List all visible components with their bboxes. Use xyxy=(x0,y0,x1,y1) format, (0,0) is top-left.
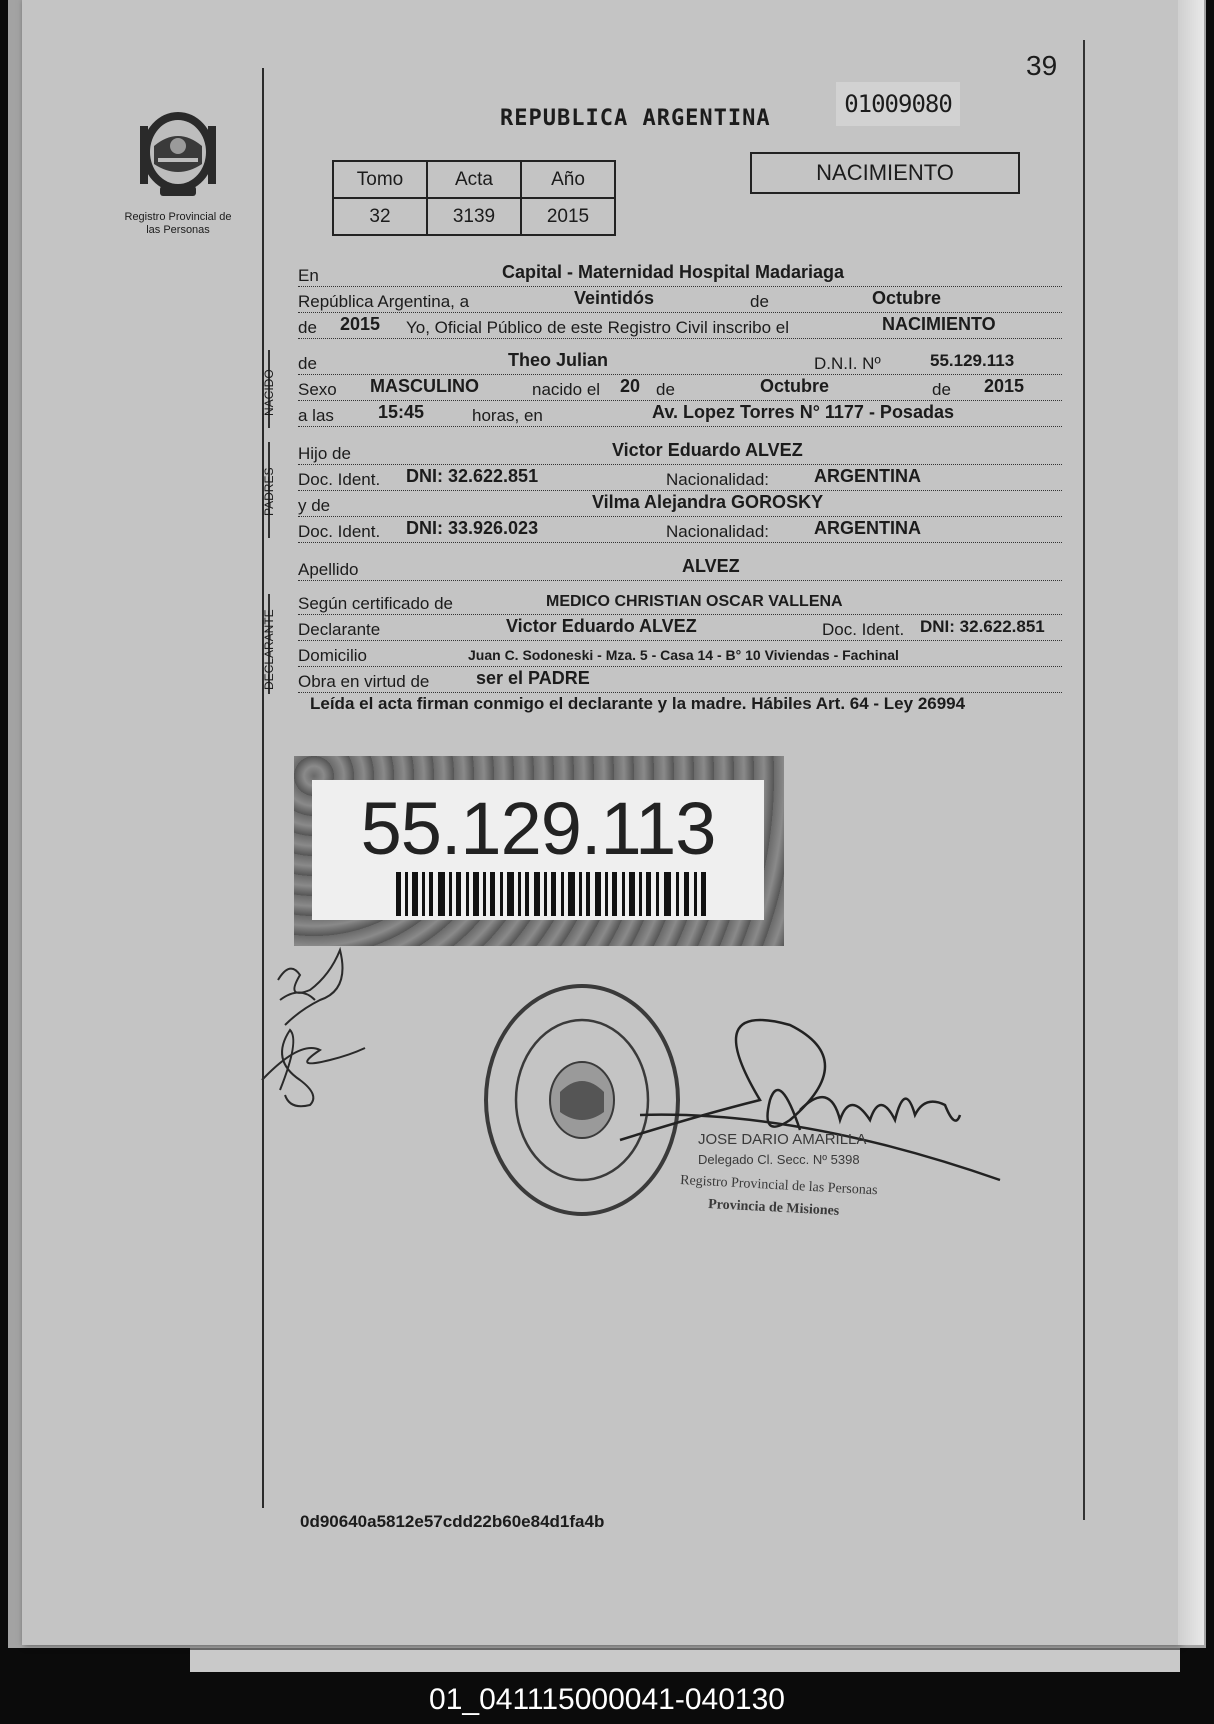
birth-address-value: Av. Lopez Torres N° 1177 - Posadas xyxy=(652,402,954,422)
sexo-value: MASCULINO xyxy=(370,376,479,396)
declarante-row-domicilio xyxy=(298,642,1062,667)
mother-nat-value: ARGENTINA xyxy=(814,518,921,538)
document-hash: 0d90640a5812e57cdd22b60e84d1fa4b xyxy=(300,1512,605,1531)
page-number: 39 xyxy=(1026,50,1058,81)
intro-row-date xyxy=(298,288,1062,313)
birth-de2-label: de xyxy=(932,380,951,399)
record-type-box: NACIMIENTO xyxy=(750,152,1020,194)
day-value: Veintidós xyxy=(574,288,655,308)
apellido-row xyxy=(298,556,1062,581)
mother-name-value: Vilma Alejandra GOROSKY xyxy=(592,492,824,512)
nacido-el-label: nacido el xyxy=(532,380,601,399)
birth-de1-label: de xyxy=(656,380,675,399)
hour-value: 15:45 xyxy=(378,402,425,422)
declarante-label: Declarante xyxy=(298,620,381,639)
page-edge xyxy=(1178,0,1204,1645)
nacido-row-birth xyxy=(298,376,1062,401)
father-name-value: Victor Eduardo ALVEZ xyxy=(612,440,803,460)
apellido-value: ALVEZ xyxy=(682,556,740,576)
official-province: Provincia de Misiones xyxy=(707,1197,840,1219)
horas-en-label: horas, en xyxy=(472,406,543,425)
nacido-row-name xyxy=(298,350,1062,375)
declarante-row-name xyxy=(298,616,1062,641)
father-nat-label: Nacionalidad: xyxy=(666,470,770,489)
nacido-section-label: NACIDO xyxy=(262,369,276,416)
logo-caption: Registro Provincial de las Personas xyxy=(124,211,232,236)
acta-value: 3139 xyxy=(427,198,521,235)
padres-row-father xyxy=(298,440,1062,465)
declarante-row-obra xyxy=(298,668,1062,693)
padres-row-father-doc xyxy=(298,466,1062,491)
tomo-header: Tomo xyxy=(333,161,427,198)
child-name-value: Theo Julian xyxy=(508,350,609,370)
left-margin-rule xyxy=(262,68,264,1508)
act-value: NACIMIENTO xyxy=(882,314,996,334)
apellido-label: Apellido xyxy=(298,560,359,579)
father-nat-value: ARGENTINA xyxy=(814,466,921,486)
mother-nat-label: Nacionalidad: xyxy=(666,522,770,541)
padres-row-mother xyxy=(298,492,1062,517)
year-value: 2015 xyxy=(340,314,381,334)
child-dni-value: 55.129.113 xyxy=(930,351,1015,370)
right-margin-rule xyxy=(1083,40,1085,1520)
y-de-label: y de xyxy=(298,496,331,515)
birth-month-value: Octubre xyxy=(760,376,830,396)
yo-oficial-label: Yo, Oficial Público de este Registro Civil inscribo el xyxy=(406,318,789,337)
father-doc-value: DNI: 32.622.851 xyxy=(406,466,539,486)
dni-label: D.N.I. Nº xyxy=(814,354,881,373)
closing-note: Leída el acta firman conmigo el declarante y la madre. Hábiles Art. 64 - Ley 26994 xyxy=(310,694,966,713)
official-name: JOSE DARIO AMARILLA xyxy=(698,1131,867,1148)
intro-row-place xyxy=(298,262,1062,287)
republica-label: República Argentina, a xyxy=(298,292,470,311)
underlying-page-strip xyxy=(190,1648,1180,1672)
mother-doc-value: DNI: 33.926.023 xyxy=(406,518,539,538)
misiones-seal-icon xyxy=(128,106,228,202)
declarante-value: Victor Eduardo ALVEZ xyxy=(506,616,697,636)
birth-day-value: 20 xyxy=(620,376,641,396)
de-label: de xyxy=(750,292,769,311)
padres-section-label: PADRES xyxy=(262,467,276,516)
place-value: Capital - Maternidad Hospital Madariaga xyxy=(502,262,845,282)
declarante-doc-label: Doc. Ident. xyxy=(822,620,905,639)
file-caption: 01_041115000041-040130 xyxy=(429,1683,785,1716)
declarante-section-label: DECLARANTE xyxy=(262,609,276,690)
official-title: Delegado Cl. Secc. Nº 5398 xyxy=(698,1152,860,1167)
en-label: En xyxy=(298,266,319,285)
barcode-icon xyxy=(396,872,706,916)
acta-header: Acta xyxy=(427,161,521,198)
obra-value: ser el PADRE xyxy=(476,668,590,688)
declarante-row-cert xyxy=(298,590,1062,615)
hijo-de-label: Hijo de xyxy=(298,444,351,463)
year-de-label: de xyxy=(298,318,317,337)
domicilio-label: Domicilio xyxy=(298,646,367,665)
name-de-label: de xyxy=(298,354,317,373)
nacido-row-place xyxy=(298,402,1062,427)
declarante-doc-value: DNI: 32.622.851 xyxy=(920,617,1045,636)
certificado-value: MEDICO CHRISTIAN OSCAR VALLENA xyxy=(546,593,843,610)
record-table xyxy=(332,160,616,236)
tomo-value: 32 xyxy=(333,198,427,235)
sticker-number: 55.129.113 xyxy=(360,787,716,870)
domicilio-value: Juan C. Sodoneski - Mza. 5 - Casa 14 - B° 10 Viviendas - Fachinal xyxy=(468,647,899,663)
alas-label: a las xyxy=(298,406,334,425)
obra-label: Obra en virtud de xyxy=(298,672,430,691)
father-doc-label: Doc. Ident. xyxy=(298,470,381,489)
registry-logo xyxy=(118,106,238,237)
mother-doc-label: Doc. Ident. xyxy=(298,522,381,541)
sticker-label xyxy=(312,780,764,920)
certificado-label: Según certificado de xyxy=(298,594,453,613)
official-office: Registro Provincial de las Personas xyxy=(679,1173,878,1199)
sexo-label: Sexo xyxy=(298,380,337,399)
anio-header: Año xyxy=(521,161,615,198)
birth-year-value: 2015 xyxy=(984,376,1025,396)
anio-value: 2015 xyxy=(521,198,615,235)
country-title: REPUBLICA ARGENTINA xyxy=(500,106,771,131)
dni-sticker xyxy=(294,756,784,946)
padres-row-mother-doc xyxy=(298,518,1062,543)
month-value: Octubre xyxy=(872,288,942,308)
intro-row-act xyxy=(298,314,1062,339)
serial-number: 01009080 xyxy=(836,82,960,126)
